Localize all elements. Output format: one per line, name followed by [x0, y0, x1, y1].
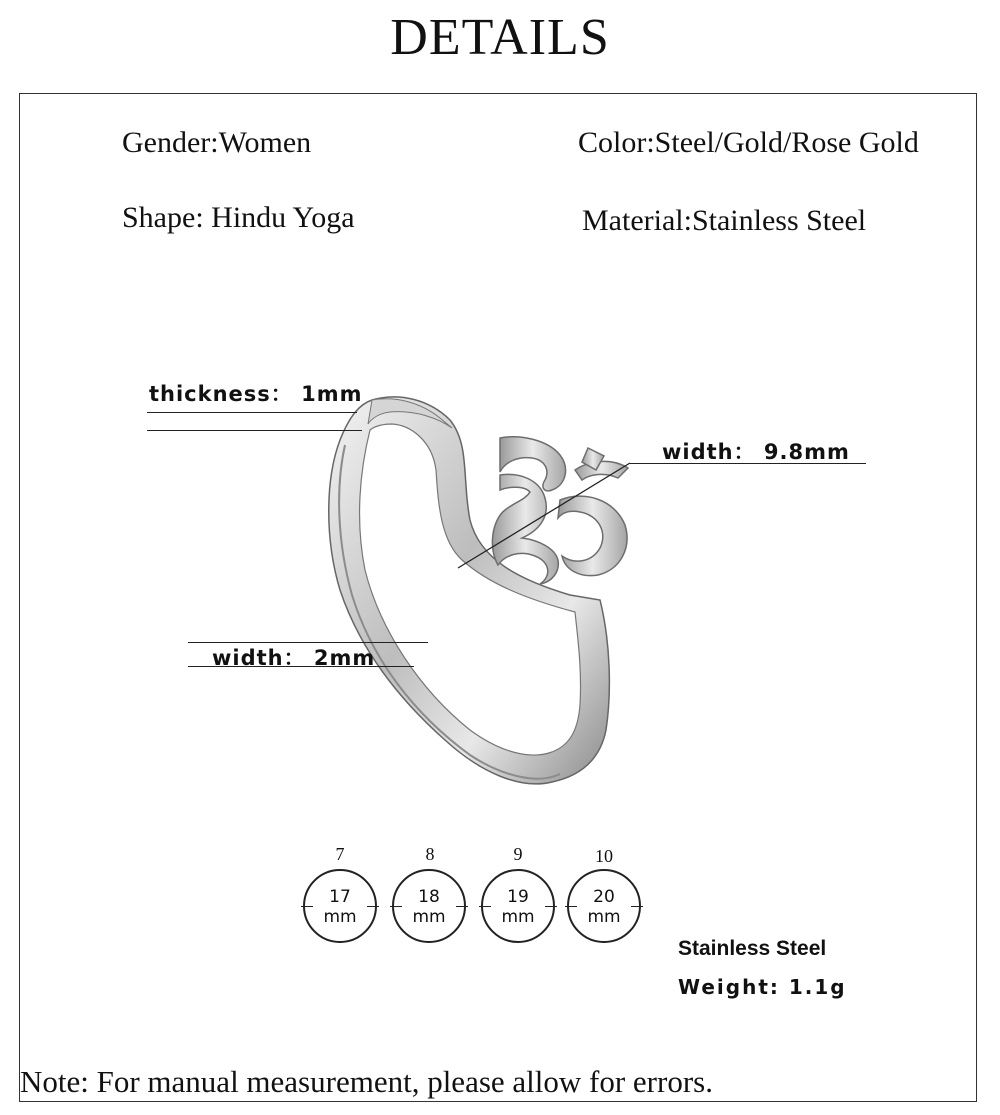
size-diameter: 17	[329, 887, 351, 907]
size-diameter: 19	[507, 887, 529, 907]
weight-label: Weight: 1.1g	[678, 975, 847, 999]
material-spec: Material:Stainless Steel	[582, 204, 867, 237]
size-circle	[392, 869, 466, 943]
size-unit: mm	[412, 907, 446, 927]
color-spec: Color:Steel/Gold/Rose Gold	[578, 126, 919, 159]
size-circle	[567, 869, 641, 943]
size-circle	[303, 869, 377, 943]
size-number: 7	[335, 844, 345, 864]
width-top-label: width： 9.8mm	[662, 440, 850, 464]
size-unit: mm	[323, 907, 357, 927]
material-label: Stainless Steel	[678, 937, 827, 960]
page-title: DETAILS	[390, 9, 610, 66]
size-diameter: 18	[418, 887, 440, 907]
size-number: 8	[425, 844, 435, 864]
measurement-note: Note: For manual measurement, please allow for errors.	[20, 1064, 713, 1099]
thickness-line-top	[147, 412, 357, 413]
gender-spec: Gender:Women	[122, 126, 312, 159]
width-band-label: width： 2mm	[212, 646, 376, 670]
thickness-label: thickness： 1mm	[149, 382, 363, 406]
size-circle	[481, 869, 555, 943]
size-unit: mm	[501, 907, 535, 927]
thickness-line-bottom	[147, 430, 362, 431]
om-symbol	[492, 437, 628, 584]
width-band-line-bottom	[188, 666, 414, 667]
size-unit: mm	[587, 907, 621, 927]
size-number: 9	[513, 844, 523, 864]
size-diameter: 20	[593, 887, 615, 907]
width-top-line	[630, 463, 866, 464]
shape-spec: Shape: Hindu Yoga	[122, 201, 355, 234]
size-number: 10	[595, 846, 613, 866]
